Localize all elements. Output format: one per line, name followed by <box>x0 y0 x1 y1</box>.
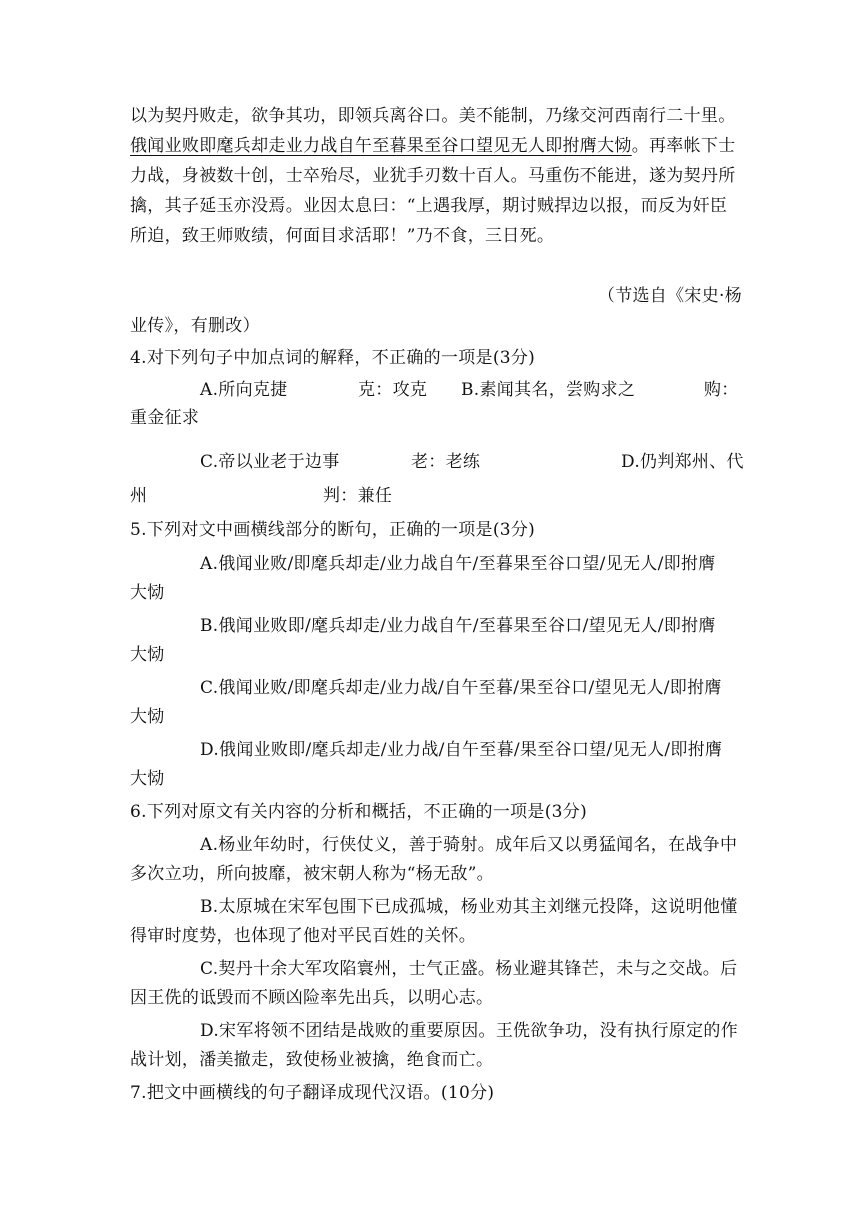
q5-stem: 5.下列对文中画横线部分的断句，正确的一项是(3分) <box>130 520 536 540</box>
passage-line-1: 以为契丹败走，欲争其功，即领兵离谷口。美不能制，乃缘交河西南行二十里。 <box>130 106 736 126</box>
q4-option-c-gloss: 老：老练 <box>411 452 481 472</box>
q4-option-b-gloss: 购： <box>704 380 739 400</box>
q4-option-d-gloss: 判：兼任 <box>323 486 393 506</box>
passage-line-2 <box>130 134 736 158</box>
passage-line-2-rest: 。再率帐下士 <box>631 136 736 156</box>
source-note-cont: 业传》，有删改） <box>130 316 260 336</box>
q4-option-c: C.帝以业老于边事 <box>200 452 340 472</box>
q5-option-b: B.俄闻业败即/麾兵却走/业力战自午/至暮果至谷口/望见无人/即拊膺 <box>200 616 716 636</box>
q5-option-a: A.俄闻业败/即麾兵却走/业力战自午/至暮果至谷口望/见无人/即拊膺 <box>200 554 716 574</box>
q6-option-c-cont: 因王侁的诋毁而不顾凶险率先出兵，以明心志。 <box>130 988 494 1008</box>
q6-option-b-cont: 得审时度势，也体现了他对平民百姓的关怀。 <box>130 926 476 946</box>
q6-option-c: C.契丹十余大军攻陷寰州，士气正盛。杨业避其锋芒，未与之交战。后 <box>200 959 738 979</box>
q4-option-a-gloss: 克：攻克 <box>358 380 428 400</box>
q5-option-d-tail: 大恸 <box>130 769 165 789</box>
q4-stem: 4.对下列句子中加点词的解释，不正确的一项是(3分) <box>130 348 536 368</box>
q6-option-b: B.太原城在宋军包围下已成孤城，杨业劝其主刘继元投降，这说明他懂 <box>200 897 738 917</box>
q4-option-d: D.仍判郑州、代 <box>621 452 744 472</box>
q6-stem: 6.下列对原文有关内容的分析和概括，不正确的一项是(3分) <box>130 802 587 822</box>
q5-option-b-tail: 大恸 <box>130 645 165 665</box>
source-note: （节选自《宋史·杨 <box>597 286 742 306</box>
passage-line-4: 擒，其子延玉亦没焉。业因太息曰：“上遇我厚，期讨贼捍边以报，而反为奸臣 <box>130 196 728 216</box>
q4-option-d-cont: 州 <box>130 486 148 506</box>
q6-option-d-cont: 战计划，潘美撤走，致使杨业被擒，绝食而亡。 <box>130 1050 494 1070</box>
q4-option-a: A.所向克捷 <box>200 380 288 400</box>
q6-option-a-cont: 多次立功，所向披靡，被宋朝人称为“杨无敌”。 <box>130 864 494 884</box>
q5-option-c-tail: 大恸 <box>130 707 165 727</box>
passage-line-5: 所迫，致王师败绩，何面目求活耶！”乃不食，三日死。 <box>130 226 555 246</box>
q4-option-b-gloss-cont: 重金征求 <box>130 408 200 428</box>
q4-option-b: B.素闻其名，尝购求之 <box>461 380 636 400</box>
q5-option-a-tail: 大恸 <box>130 583 165 603</box>
q5-option-c: C.俄闻业败/即麾兵却走/业力战/自午至暮/果至谷口/望见无人/即拊膺 <box>200 678 722 698</box>
q6-option-a: A.杨业年幼时，行侠仗义，善于骑射。成年后又以勇猛闻名，在战争中 <box>200 835 738 855</box>
q5-option-d: D.俄闻业败即/麾兵却走/业力战/自午至暮/果至谷口望/见无人/即拊膺 <box>200 740 723 760</box>
passage-line-3: 力战，身被数十创，士卒殆尽，业犹手刃数十百人。马重伤不能进，遂为契丹所 <box>130 166 736 186</box>
q7-stem: 7.把文中画横线的句子翻译成现代汉语。(10分) <box>130 1083 495 1103</box>
q6-option-d: D.宋军将领不团结是战败的重要原因。王侁欲争功，没有执行原定的作 <box>200 1021 739 1041</box>
underlined-sentence: 俄闻业败即麾兵却走业力战自午至暮果至谷口望见无人即拊膺大恸 <box>130 136 632 156</box>
